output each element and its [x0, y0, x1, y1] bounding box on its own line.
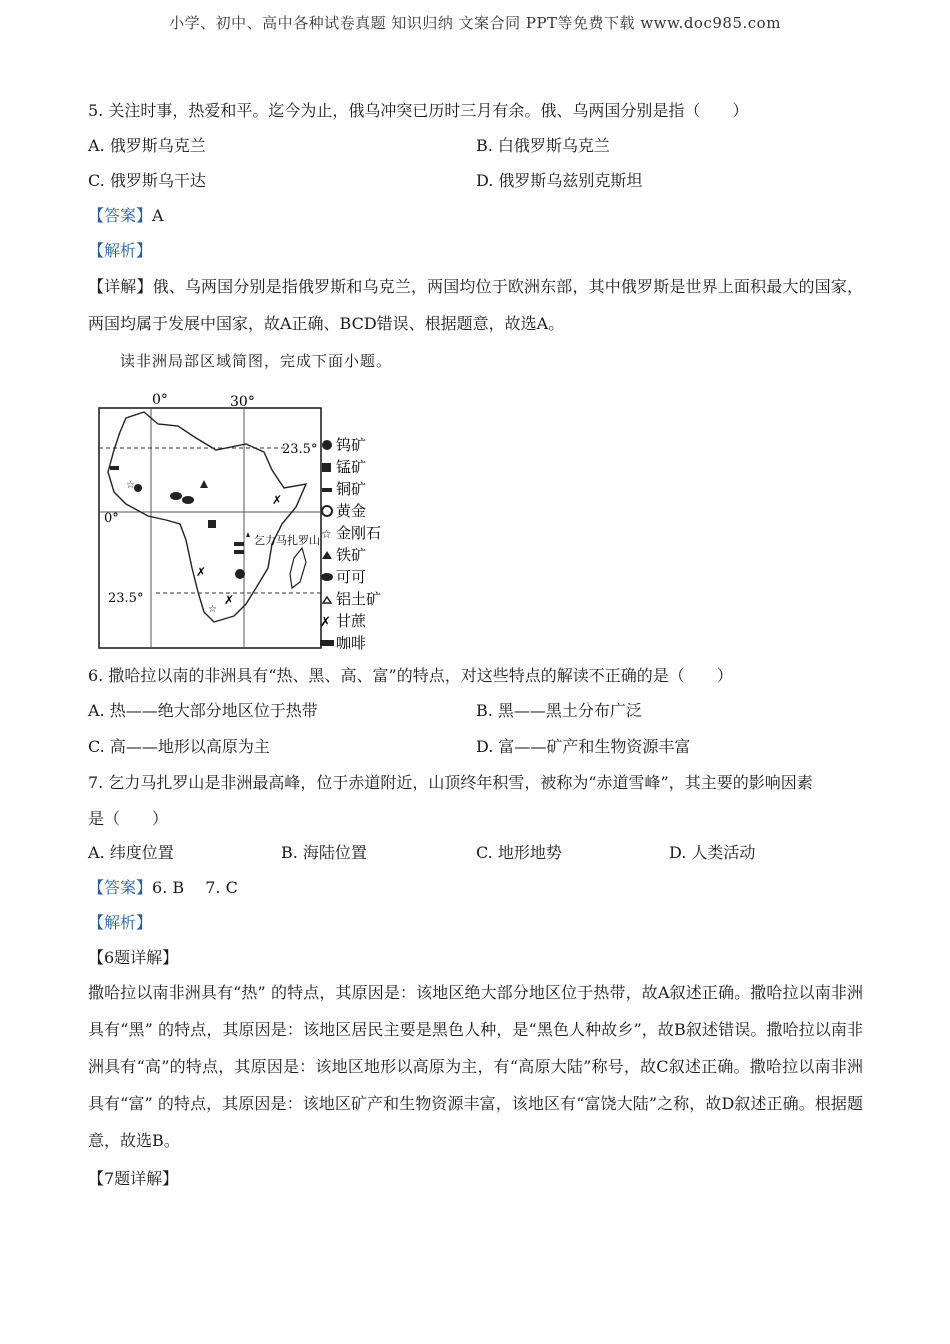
q7-stem-line1: 7. 乞力马扎罗山是非洲最高峰，位于赤道附近，山顶终年积雪，被称为“赤道雪峰”，其主要的影响因素	[88, 773, 813, 792]
manganese-legend-icon	[322, 463, 331, 472]
manganese-symbol	[208, 520, 216, 528]
q6-option-a: A. 热——绝大部分地区位于热带	[88, 701, 318, 720]
q5-option-a: A. 俄罗斯乌克兰	[88, 136, 206, 155]
lat-north-label: 23.5°	[282, 442, 318, 457]
q7-detail-tag: 【7题详解】	[88, 1169, 179, 1188]
legend-copper: 铜矿	[336, 480, 367, 498]
q6-option-d: D. 富——矿产和生物资源丰富	[476, 737, 691, 756]
tungsten-legend-icon	[322, 440, 332, 450]
kilimanjaro-marker	[246, 532, 250, 537]
q7-option-c: C. 地形地势	[476, 843, 562, 862]
diamond-symbol: ☆	[126, 480, 135, 491]
q5-answer	[88, 205, 164, 227]
detail-text: 俄、乌两国分别是指俄罗斯和乌克兰，两国均位于欧洲东部，其中俄罗斯是世界上面积最大的国家，两国均属于发展中国家，故A正确、BCD错误、根据题意，故选A。	[88, 277, 863, 333]
cocoa-symbol	[182, 496, 194, 504]
q5-analysis-tag: 【解析】	[88, 241, 153, 260]
cocoa-legend-icon	[321, 573, 333, 581]
answer-value: 6. B 7. C	[152, 878, 238, 897]
lon-30-label: 30°	[230, 394, 255, 410]
map-intro: 读非洲局部区域简图，完成下面小题。	[120, 352, 393, 370]
q5-stem: 5. 关注时事，热爱和平。迄今为止，俄乌冲突已历时三月有余。俄、乌两国分别是指（ ）	[88, 101, 749, 120]
legend-bauxite: 铝土矿	[336, 590, 382, 608]
gold-legend-icon	[322, 506, 332, 516]
answer-tag: 【答案】	[88, 206, 153, 225]
answer-value: A	[152, 206, 164, 225]
legend-gold: 黄金	[336, 502, 367, 520]
sugarcane-symbol: ✗	[196, 565, 207, 579]
sugarcane-legend-icon: ✗	[320, 615, 331, 630]
answer-tag: 【答案】	[88, 878, 153, 897]
diamond-legend-icon: ☆	[321, 527, 332, 541]
q7-option-a: A. 纬度位置	[88, 843, 174, 862]
africa-map	[96, 392, 416, 654]
lon-0-label: 0°	[152, 392, 168, 408]
q6-option-b: B. 黑——黑土分布广泛	[476, 701, 642, 720]
q5-option-b: B. 白俄罗斯乌克兰	[476, 136, 610, 155]
lat-south-label: 23.5°	[108, 591, 144, 606]
q5-option-c: C. 俄罗斯乌干达	[88, 171, 206, 190]
kilimanjaro-label: 乞力马扎罗山	[254, 534, 320, 547]
lat-equator-label: 0°	[104, 511, 119, 526]
copper-symbol	[234, 550, 244, 554]
q6-detail: 撒哈拉以南非洲具有“热” 的特点，其原因是：该地区绝大部分地区位于热带，故A叙述正确。撒哈拉以南非洲具有“黑” 的特点，其原因是：该地区居民主要是黑色人种，是“黑色人种故乡”，故B叙述错误。撒哈拉以南非洲具有“高”的特点，其原因是：该地区地形以高原为主，有“高原大陆”称号，故C叙述正确。撒哈拉以南非洲具有“富” 的特点，其原因是：该地区矿产和生物资源丰富，该地区有“富饶大陆”之称，故D叙述正确。根据题意，故选B。	[88, 983, 863, 1150]
diamond-symbol: ☆	[208, 604, 217, 615]
legend-cocoa: 可可	[336, 568, 367, 586]
iron-legend-icon	[322, 551, 332, 559]
legend-sugarcane: 甘蔗	[336, 612, 367, 630]
sugarcane-symbol: ✗	[272, 493, 283, 507]
iron-symbol	[200, 480, 208, 488]
q5-detail	[88, 268, 863, 342]
bauxite-legend-icon	[323, 597, 331, 603]
page-header: 小学、初中、高中各种试卷真题 知识归纳 文案合同 PPT等免费下载 www.doc985.com	[169, 14, 781, 32]
gold-symbol	[134, 484, 142, 492]
detail-tag: 【详解】	[88, 277, 153, 296]
q5-option-d: D. 俄罗斯乌兹别克斯坦	[476, 171, 643, 190]
gold-symbol	[235, 569, 245, 579]
legend-iron: 铁矿	[336, 546, 367, 564]
copper-symbol	[234, 542, 244, 546]
q7-option-b: B. 海陆位置	[281, 843, 367, 862]
legend-tungsten: 钨矿	[336, 436, 367, 454]
q7-option-d: D. 人类活动	[669, 843, 756, 862]
q6-option-c: C. 高——地形以高原为主	[88, 737, 270, 756]
q67-answer	[88, 877, 238, 899]
q6-stem: 6. 撒哈拉以南的非洲具有“热、黑、高、富”的特点，对这些特点的解读不正确的是（ ）	[88, 666, 733, 685]
q67-analysis-tag: 【解析】	[88, 913, 153, 932]
legend-manganese: 锰矿	[336, 458, 367, 476]
legend-diamond: 金刚石	[336, 524, 382, 542]
coffee-legend-icon	[320, 640, 334, 646]
q7-stem-line2: 是（ ）	[88, 809, 169, 828]
legend-coffee: 咖啡	[336, 634, 367, 652]
madagascar-outline	[290, 548, 306, 588]
cocoa-symbol	[170, 492, 182, 500]
copper-legend-icon	[322, 488, 332, 492]
copper-symbol	[110, 466, 119, 470]
sugarcane-symbol: ✗	[224, 593, 235, 607]
q6-detail-tag: 【6题详解】	[88, 948, 179, 967]
